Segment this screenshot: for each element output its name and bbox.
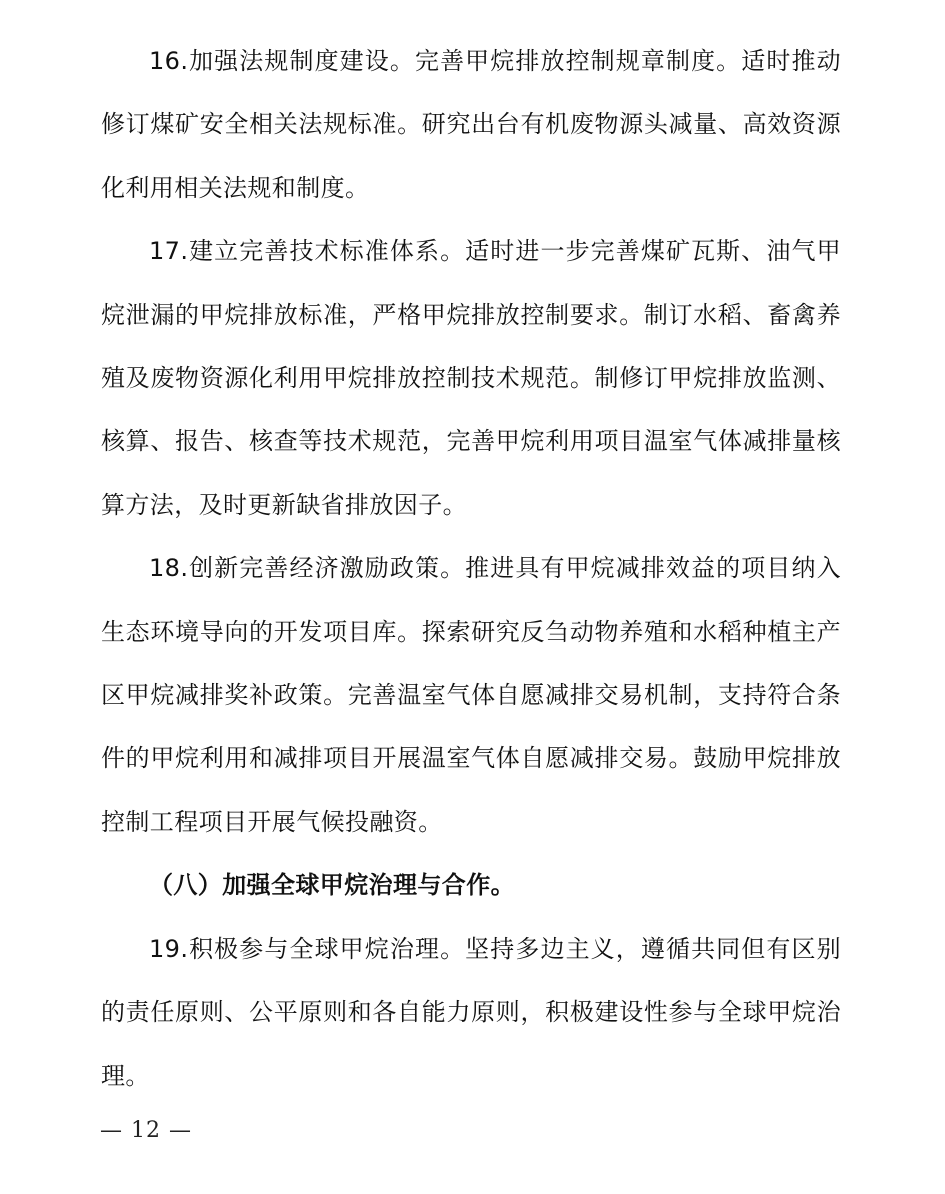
paragraph-18: 18.创新完善经济激励政策。推进具有甲烷减排效益的项目纳入生态环境导向的开发项目库。探索研究反刍动物养殖和水稻种植主产区甲烷减排奖补政策。完善温室气体自愿减排交易机制，支持符合条件的甲烷利用和减排项目开展温室气体自愿减排交易。鼓励甲烷排放控制工程项目开展气候投融资。 bbox=[101, 554, 841, 836]
page-number: — 12 — bbox=[100, 1118, 192, 1143]
paragraph-19: 19.积极参与全球甲烷治理。坚持多边主义，遵循共同但有区别的责任原则、公平原则和各自能力原则，积极建设性参与全球甲烷治理。 bbox=[101, 934, 841, 1090]
paragraph-16: 16.加强法规制度建设。完善甲烷排放控制规章制度。适时推动修订煤矿安全相关法规标准。研究出台有机废物源头减量、高效资源化利用相关法规和制度。 bbox=[101, 47, 841, 202]
document-body bbox=[101, 30, 841, 1108]
paragraph-17: 17.建立完善技术标准体系。适时进一步完善煤矿瓦斯、油气甲烷泄漏的甲烷排放标准，严格甲烷排放控制要求。制订水稻、畜禽养殖及废物资源化利用甲烷排放控制技术规范。制修订甲烷排放监测、核算、报告、核查等技术规范，完善甲烷利用项目温室气体减排量核算方法，及时更新缺省排放因子。 bbox=[101, 237, 841, 519]
section-heading: （八）加强全球甲烷治理与合作。 bbox=[149, 871, 515, 900]
